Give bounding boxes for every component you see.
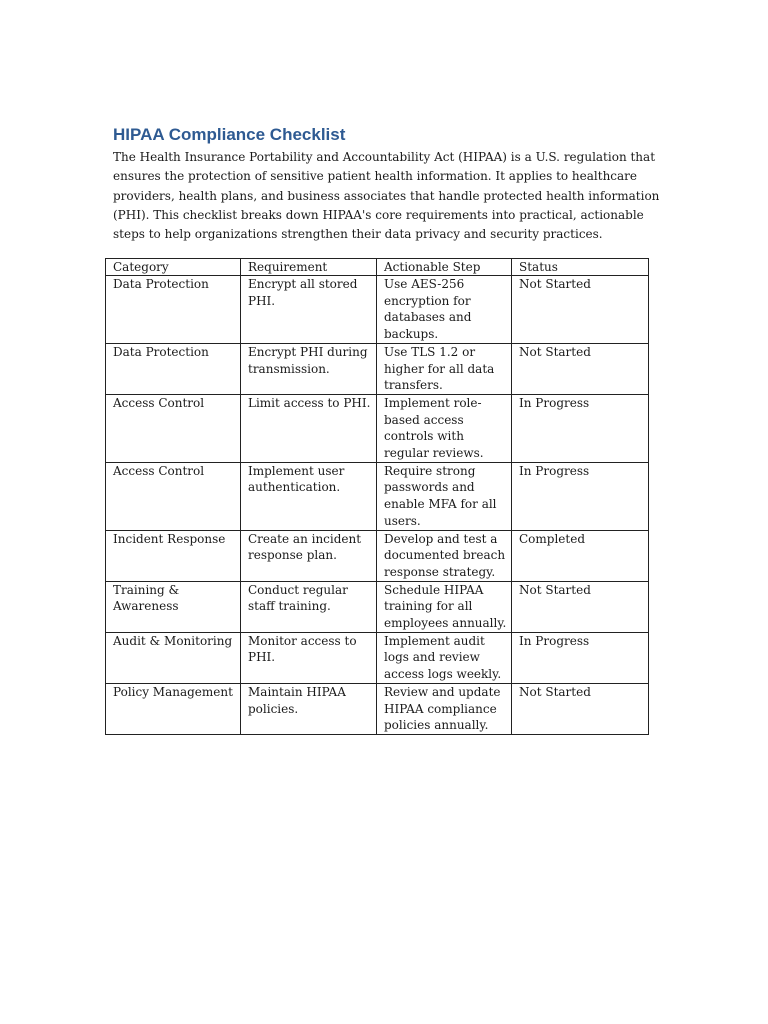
table-row: [106, 683, 649, 734]
cell-actionable-step-line: Implement audit: [384, 633, 485, 648]
cell-status: [512, 343, 649, 394]
intro-line: steps to help organizations strengthen their data privacy and security practices.: [113, 227, 603, 242]
cell-actionable-step-line: users.: [384, 513, 421, 528]
cell-requirement-line: Monitor access to: [248, 633, 357, 648]
cell-actionable-step-line: regular reviews.: [384, 446, 484, 461]
cell-requirement-line: PHI.: [248, 650, 276, 665]
cell-requirement-line: Encrypt PHI during: [248, 344, 368, 359]
cell-requirement-line: staff training.: [248, 599, 331, 614]
cell-requirement: [241, 394, 377, 462]
cell-requirement-line: policies.: [248, 701, 299, 716]
cell-status: [512, 276, 649, 344]
cell-category: [106, 632, 241, 683]
cell-requirement: [241, 343, 377, 394]
cell-status: [512, 683, 649, 734]
table-body: [106, 276, 649, 735]
cell-category: [106, 683, 241, 734]
cell-status-line: In Progress: [519, 463, 590, 478]
cell-status: [512, 530, 649, 581]
cell-actionable-step-line: documented breach: [384, 548, 506, 563]
cell-actionable-step-line: based access: [384, 412, 464, 427]
cell-requirement-line: authentication.: [248, 480, 341, 495]
cell-status-line: In Progress: [519, 633, 590, 648]
cell-status: [512, 394, 649, 462]
cell-actionable-step-line: Require strong: [384, 463, 476, 478]
table-row: [106, 632, 649, 683]
cell-requirement-line: Conduct regular: [248, 582, 348, 597]
cell-requirement-line: Encrypt all stored: [248, 277, 358, 291]
cell-category: [106, 343, 241, 394]
compliance-checklist-table: [105, 258, 649, 735]
cell-category: [106, 394, 241, 462]
cell-status-line: Not Started: [519, 684, 591, 699]
header-actionable-step: Actionable Step: [377, 259, 512, 276]
cell-status: [512, 632, 649, 683]
cell-requirement: [241, 276, 377, 344]
cell-actionable-step: [377, 581, 512, 632]
intro-line: (PHI). This checklist breaks down HIPAA's core requirements into practical, actionable: [113, 207, 644, 222]
cell-category: [106, 581, 241, 632]
header-status: Status: [512, 259, 649, 276]
cell-category-line: Awareness: [113, 599, 179, 614]
cell-actionable-step-line: Develop and test a: [384, 531, 498, 546]
cell-status: [512, 581, 649, 632]
cell-actionable-step-line: transfers.: [384, 378, 443, 393]
cell-requirement: [241, 683, 377, 734]
cell-actionable-step-line: enable MFA for all: [384, 497, 497, 512]
cell-category-line: Data Protection: [113, 277, 209, 291]
cell-category-line: Data Protection: [113, 344, 209, 359]
cell-actionable-step-line: response strategy.: [384, 564, 496, 579]
cell-actionable-step-line: access logs weekly.: [384, 667, 502, 682]
cell-actionable-step-line: training for all: [384, 599, 473, 614]
cell-requirement-line: Create an incident: [248, 531, 362, 546]
cell-status-line: In Progress: [519, 395, 590, 410]
cell-actionable-step-line: logs and review: [384, 650, 480, 665]
cell-requirement: [241, 462, 377, 530]
cell-actionable-step-line: backups.: [384, 327, 439, 342]
cell-actionable-step-line: employees annually.: [384, 616, 507, 631]
page-title: HIPAA Compliance Checklist: [113, 125, 346, 144]
table-row: [106, 394, 649, 462]
cell-category: [106, 462, 241, 530]
header-requirement: Requirement: [241, 259, 377, 276]
cell-actionable-step-line: databases and: [384, 310, 472, 325]
cell-category: [106, 276, 241, 344]
intro-paragraph: [113, 148, 660, 244]
cell-status-line: Completed: [519, 531, 586, 546]
intro-line: ensures the protection of sensitive patient health information. It applies to healthcare: [113, 169, 638, 184]
cell-actionable-step-line: Implement role-: [384, 395, 482, 410]
cell-actionable-step-line: Use TLS 1.2 or: [384, 344, 476, 359]
cell-status-line: Not Started: [519, 582, 591, 597]
header-category: Category: [106, 259, 241, 276]
cell-category-line: Training &: [113, 582, 180, 597]
cell-requirement-line: Implement user: [248, 463, 345, 478]
table-row: [106, 581, 649, 632]
cell-category-line: Incident Response: [113, 531, 226, 546]
intro-line: The Health Insurance Portability and Accountability Act (HIPAA) is a U.S. regulation that: [113, 150, 656, 164]
table-row: [106, 462, 649, 530]
cell-actionable-step: [377, 632, 512, 683]
cell-category-line: Audit & Monitoring: [113, 633, 233, 648]
cell-actionable-step: [377, 343, 512, 394]
cell-actionable-step-line: encryption for: [384, 293, 471, 308]
cell-category-line: Policy Management: [113, 684, 233, 699]
cell-requirement-line: response plan.: [248, 548, 337, 563]
cell-actionable-step-line: HIPAA compliance: [384, 701, 497, 716]
table-header-row: [106, 259, 649, 276]
cell-actionable-step: [377, 462, 512, 530]
cell-requirement-line: Limit access to PHI.: [248, 395, 371, 410]
cell-actionable-step: [377, 530, 512, 581]
table-row: [106, 343, 649, 394]
cell-requirement: [241, 581, 377, 632]
cell-status: [512, 462, 649, 530]
cell-status-line: Not Started: [519, 344, 591, 359]
cell-category-line: Access Control: [113, 463, 205, 478]
cell-requirement-line: Maintain HIPAA: [248, 684, 346, 699]
cell-actionable-step-line: Schedule HIPAA: [384, 582, 484, 597]
intro-line: providers, health plans, and business associates that handle protected health information: [113, 188, 660, 203]
cell-actionable-step-line: controls with: [384, 429, 464, 444]
cell-actionable-step-line: passwords and: [384, 480, 475, 495]
cell-actionable-step-line: higher for all data: [384, 361, 495, 376]
cell-category-line: Access Control: [113, 395, 205, 410]
cell-actionable-step: [377, 394, 512, 462]
cell-actionable-step: [377, 276, 512, 344]
cell-status-line: Not Started: [519, 277, 591, 291]
table-row: [106, 276, 649, 344]
cell-actionable-step: [377, 683, 512, 734]
cell-actionable-step-line: policies annually.: [384, 718, 489, 733]
table-row: [106, 530, 649, 581]
cell-requirement: [241, 530, 377, 581]
cell-actionable-step-line: Use AES-256: [384, 277, 465, 291]
cell-requirement-line: transmission.: [248, 361, 330, 376]
cell-requirement-line: PHI.: [248, 293, 276, 308]
cell-actionable-step-line: Review and update: [384, 684, 501, 699]
cell-category: [106, 530, 241, 581]
cell-requirement: [241, 632, 377, 683]
